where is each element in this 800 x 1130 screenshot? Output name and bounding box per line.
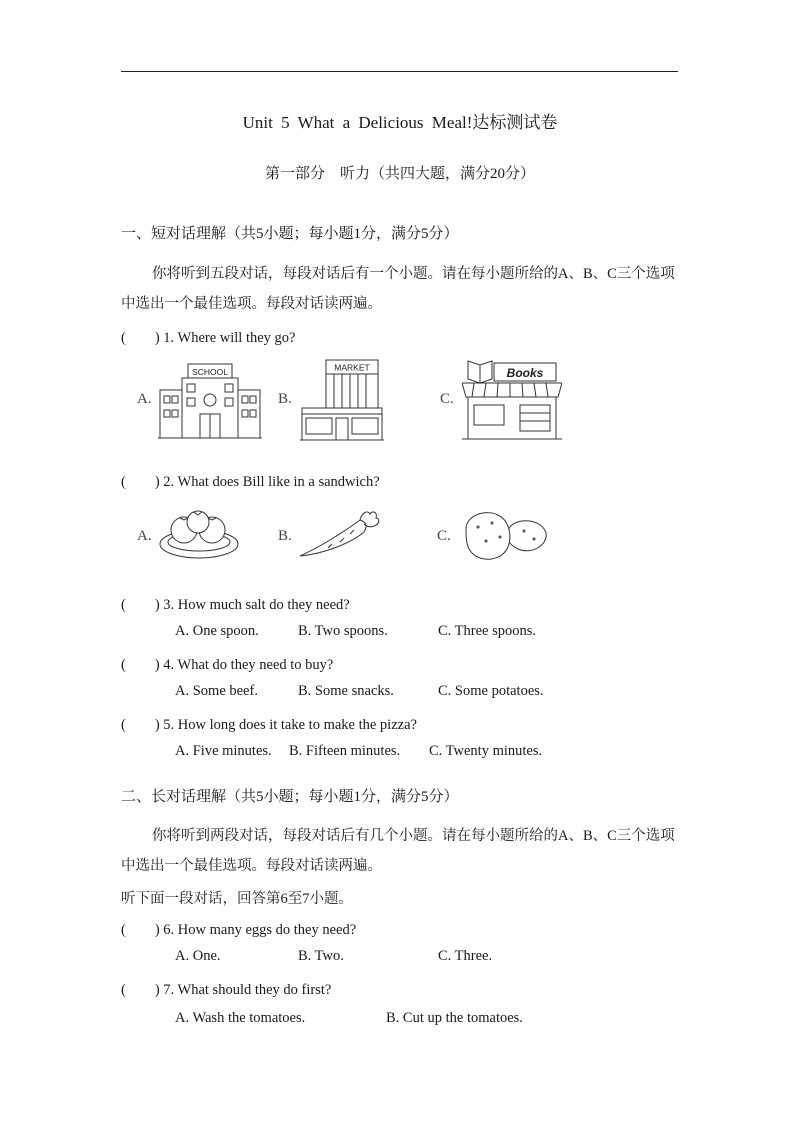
section1-heading: 一、短对话理解（共5小题；每小题1分，满分5分） xyxy=(121,226,459,242)
q5-option-b: B. Fifteen minutes. xyxy=(289,743,401,759)
section1-instruction: 你将听到五段对话，每段对话后有一个小题。请在每小题所给的A、B、C三个选项中选出一个最佳选项。每段对话读两遍。 xyxy=(121,266,675,312)
books-sign-label: Books xyxy=(506,366,544,380)
school-sign-label: SCHOOL xyxy=(192,367,228,377)
q2-option-c-label: C. xyxy=(437,528,451,544)
q1-option-a-label: A. xyxy=(137,391,152,407)
market-building-icon xyxy=(300,356,384,442)
q3-option-c: C. Three spoons. xyxy=(438,623,537,639)
q4-option-c: C. Some potatoes. xyxy=(438,683,544,699)
page-title: Unit 5 What a Delicious Meal!达标测试卷 xyxy=(242,113,558,132)
q5-option-a: A. Five minutes. xyxy=(175,743,272,759)
q5-option-c: C. Twenty minutes. xyxy=(429,743,543,759)
q7-option-a: A. Wash the tomatoes. xyxy=(175,1010,306,1026)
market-sign-label: MARKET xyxy=(334,362,370,373)
potatoes-icon xyxy=(462,507,548,565)
question-1: ( ) 1. Where will they go? xyxy=(121,330,296,346)
section2-heading: 二、长对话理解（共5小题；每小题1分，满分5分） xyxy=(121,789,459,805)
tomatoes-plate-icon xyxy=(158,506,240,560)
q1-option-c-label: C. xyxy=(440,391,454,407)
q4-option-b: B. Some snacks. xyxy=(298,683,394,699)
q3-option-b: B. Two spoons. xyxy=(298,623,388,639)
q3-option-a: A. One spoon. xyxy=(175,623,259,639)
question-2: ( ) 2. What does Bill like in a sandwich? xyxy=(121,474,380,490)
school-building-icon xyxy=(158,358,262,440)
q4-option-a: A. Some beef. xyxy=(175,683,258,699)
q2-option-b-label: B. xyxy=(278,528,292,544)
q2-option-a-label: A. xyxy=(137,528,152,544)
question-6: ( ) 6. How many eggs do they need? xyxy=(121,922,357,938)
q6-option-b: B. Two. xyxy=(298,948,344,964)
section2-sub-instruction: 听下面一段对话，回答第6至7小题。 xyxy=(121,891,353,907)
section2-instruction: 你将听到两段对话，每段对话后有几个小题。请在每小题所给的A、B、C三个选项中选出一个最佳选项。每段对话读两遍。 xyxy=(121,828,675,874)
question-5: ( ) 5. How long does it take to make the pizza? xyxy=(121,717,417,733)
question-4: ( ) 4. What do they need to buy? xyxy=(121,657,334,673)
q6-option-c: C. Three. xyxy=(438,948,493,964)
q1-option-b-label: B. xyxy=(278,391,292,407)
bookstore-icon xyxy=(462,357,562,441)
top-rule xyxy=(121,71,678,72)
part-title: 第一部分 听力（共四大题，满分20分） xyxy=(264,166,535,182)
question-7: ( ) 7. What should they do first? xyxy=(121,982,332,998)
carrot-icon xyxy=(298,508,382,560)
question-3: ( ) 3. How much salt do they need? xyxy=(121,597,350,613)
q7-option-b: B. Cut up the tomatoes. xyxy=(386,1010,523,1026)
q6-option-a: A. One. xyxy=(175,948,221,964)
